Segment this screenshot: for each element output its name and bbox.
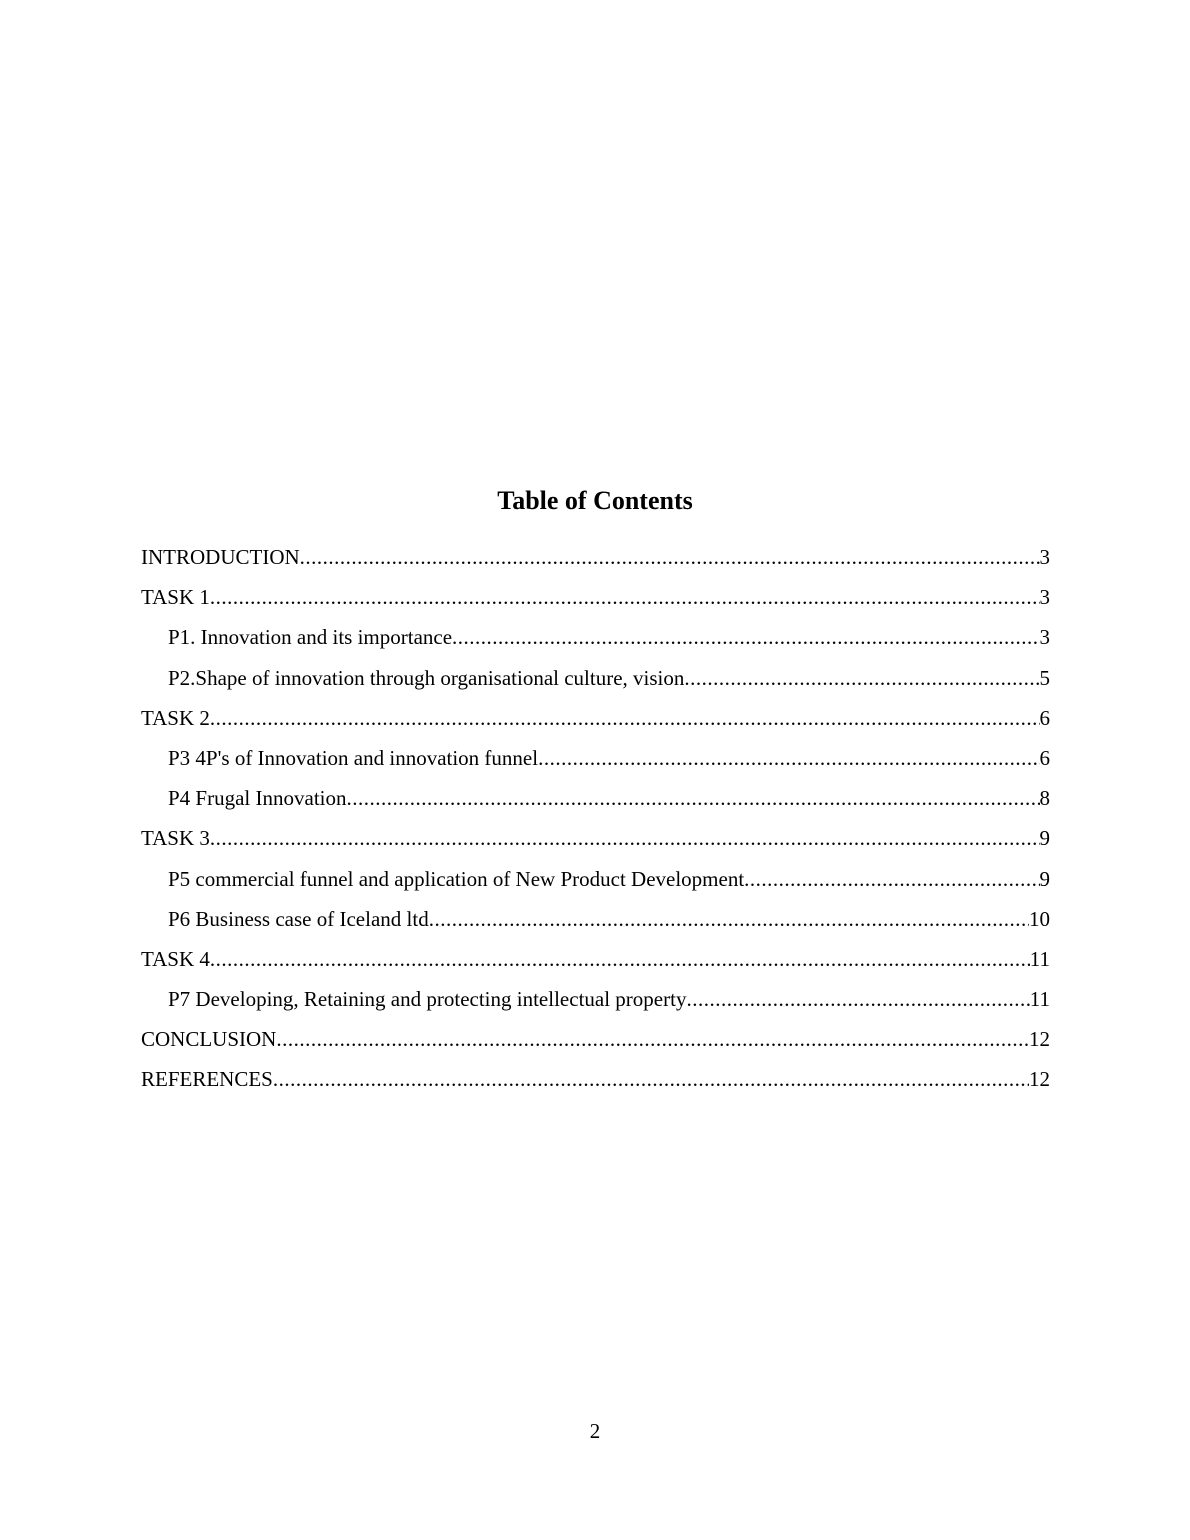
toc-dot-leader — [744, 862, 1039, 896]
toc-entry-label: TASK 1 — [141, 585, 210, 610]
toc-dot-leader — [276, 1022, 1029, 1056]
page-title: Table of Contents — [497, 486, 693, 515]
toc-entry-references[interactable] — [141, 1062, 1050, 1102]
toc-entry-label: INTRODUCTION — [141, 545, 300, 569]
toc-entry-label: P3 4P's of Innovation and innovation funnel — [168, 745, 539, 770]
toc-entry-p3[interactable] — [141, 741, 1050, 781]
toc-entry-page: 5 — [1039, 665, 1050, 690]
toc-entry-introduction[interactable] — [141, 540, 1050, 580]
toc-entry-label: P2.Shape of innovation through organisational culture, vision — [168, 665, 685, 690]
toc-dot-leader — [429, 902, 1029, 936]
toc-entry-conclusion[interactable] — [141, 1022, 1050, 1062]
toc-entry-label: TASK 4 — [141, 946, 210, 971]
toc-dot-leader — [300, 540, 1040, 574]
toc-dot-leader — [347, 781, 1040, 815]
toc-entry-label: P6 Business case of Iceland ltd — [168, 906, 429, 931]
toc-entry-label: P4 Frugal Innovation — [168, 786, 347, 811]
toc-dot-leader — [452, 620, 1039, 654]
toc-dot-leader — [210, 821, 1040, 855]
toc-entry-page: 6 — [1039, 745, 1050, 770]
toc-entry-label: REFERENCES — [141, 1067, 273, 1092]
toc-entry-page: 11 — [1029, 987, 1050, 1012]
toc-entry-page: 3 — [1039, 625, 1050, 650]
toc-dot-leader — [538, 741, 1039, 775]
toc-dot-leader — [686, 982, 1029, 1016]
toc-entry-page: 12 — [1029, 1027, 1050, 1052]
toc-entry-task-1[interactable] — [141, 580, 1050, 620]
page-number: 2 — [589, 1419, 601, 1443]
toc-entry-page: 12 — [1029, 1067, 1050, 1092]
table-of-contents — [141, 540, 1050, 1103]
toc-entry-task-3[interactable] — [141, 821, 1050, 861]
toc-entry-p2[interactable] — [141, 661, 1050, 701]
toc-entry-task-2[interactable] — [141, 701, 1050, 741]
toc-entry-page: 3 — [1039, 545, 1050, 569]
toc-entry-page: 3 — [1039, 585, 1050, 610]
toc-dot-leader — [684, 661, 1039, 695]
toc-entry-page: 6 — [1039, 705, 1050, 730]
toc-entry-label: TASK 2 — [141, 705, 210, 730]
toc-entry-page: 11 — [1029, 946, 1050, 971]
toc-entry-label: CONCLUSION — [141, 1027, 277, 1052]
toc-entry-task-4[interactable] — [141, 942, 1050, 982]
toc-entry-p5[interactable] — [141, 862, 1050, 902]
toc-entry-p7[interactable] — [141, 982, 1050, 1022]
toc-entry-label: P7 Developing, Retaining and protecting intellectual property — [168, 987, 687, 1012]
toc-entry-page: 10 — [1029, 906, 1050, 931]
toc-entry-page: 8 — [1039, 786, 1050, 811]
toc-dot-leader — [210, 701, 1040, 735]
toc-dot-leader — [210, 942, 1030, 976]
toc-entry-p6[interactable] — [141, 902, 1050, 942]
toc-entry-label: P5 commercial funnel and application of New Product Development — [168, 866, 745, 891]
toc-entry-p4[interactable] — [141, 781, 1050, 821]
toc-dot-leader — [273, 1062, 1029, 1096]
toc-entry-label: P1. Innovation and its importance — [168, 625, 453, 650]
toc-entry-page: 9 — [1039, 866, 1050, 891]
toc-entry-label: TASK 3 — [141, 826, 210, 851]
toc-entry-page: 9 — [1039, 826, 1050, 851]
toc-dot-leader — [210, 580, 1040, 614]
toc-entry-p1[interactable] — [141, 620, 1050, 660]
